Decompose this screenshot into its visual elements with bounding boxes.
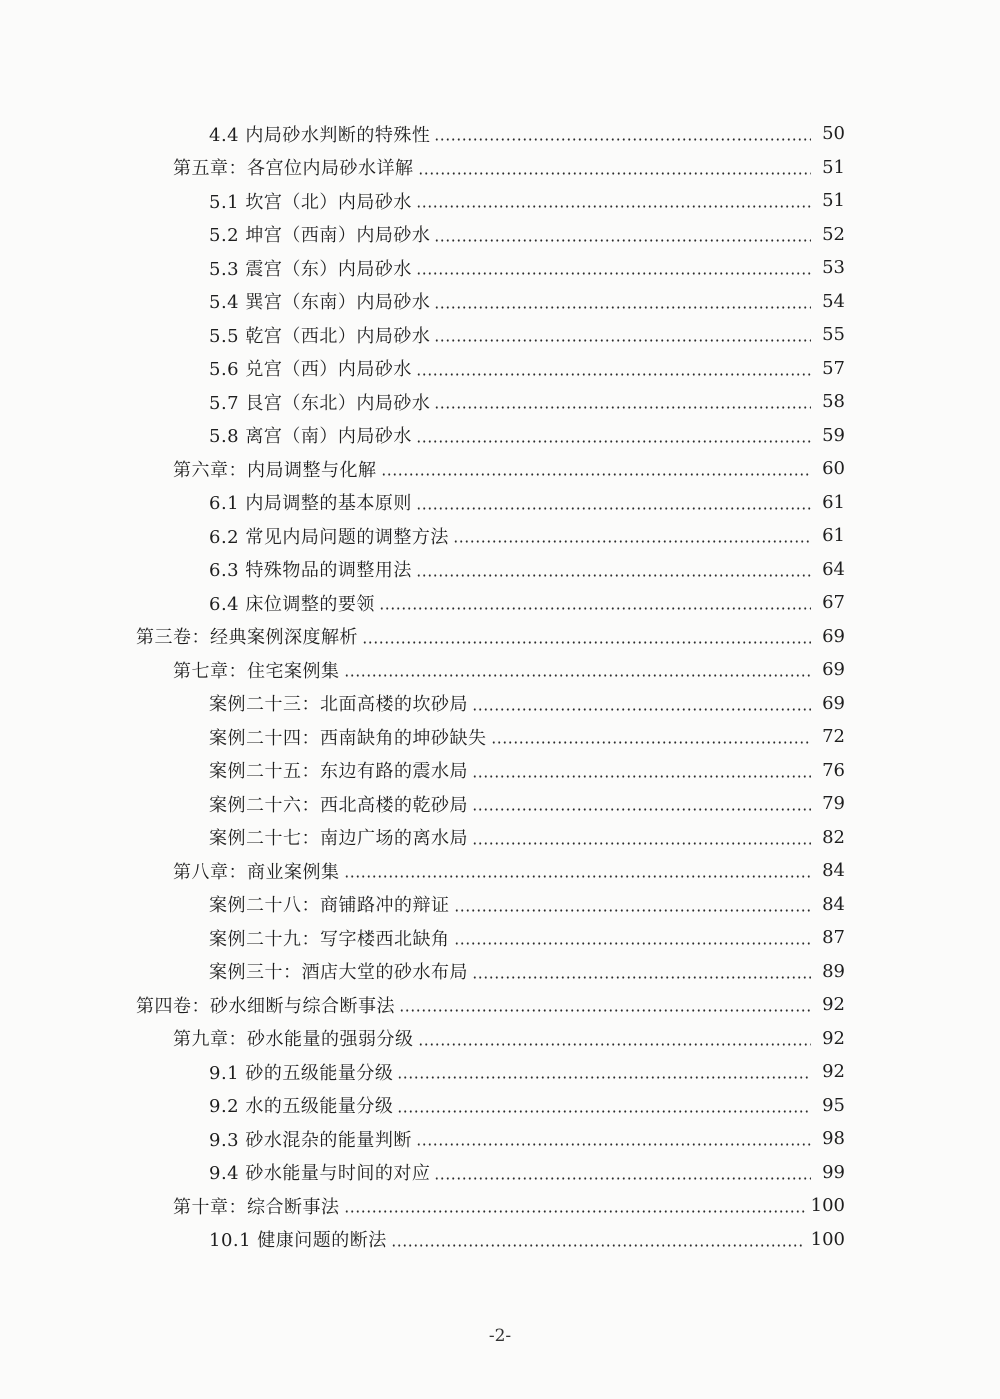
dot-leader — [472, 976, 811, 979]
toc-entry — [0, 553, 1000, 587]
toc-entry — [0, 385, 1000, 419]
toc-entry-page: 61 — [822, 525, 845, 547]
toc-entry-page: 59 — [822, 424, 845, 446]
dot-leader — [434, 306, 811, 309]
toc-entry-page: 100 — [810, 1195, 845, 1217]
toc-entry — [0, 653, 1000, 687]
toc-entry-title: 6.4 床位调整的要领 — [209, 593, 375, 615]
toc-entry — [0, 955, 1000, 989]
toc-entry — [0, 1089, 1000, 1123]
dot-leader — [397, 1076, 811, 1079]
toc-entry-title: 6.3 特殊物品的调整用法 — [209, 560, 412, 582]
toc-entry — [0, 251, 1000, 285]
toc-entry — [0, 419, 1000, 453]
dot-leader — [416, 507, 811, 510]
toc-entry-page: 98 — [822, 1128, 845, 1150]
dot-leader — [434, 239, 811, 242]
toc-entry-title: 6.1 内局调整的基本原则 — [209, 493, 412, 515]
toc-entry-title: 案例二十七：南边广场的离水局 — [209, 828, 468, 850]
dot-leader — [434, 138, 811, 141]
toc-entry-page: 60 — [822, 458, 845, 480]
toc-entry — [0, 184, 1000, 218]
toc-entry — [0, 318, 1000, 352]
toc-entry — [0, 1022, 1000, 1056]
toc-entry-title: 第八章：商业案例集 — [173, 861, 340, 883]
toc-entry — [0, 285, 1000, 319]
toc-entry-page: 72 — [822, 726, 845, 748]
toc-entry-title: 第六章：内局调整与化解 — [173, 459, 377, 481]
toc-entry-title: 5.7 艮宫（东北）内局砂水 — [209, 392, 431, 414]
dot-leader — [362, 641, 811, 644]
toc-entry — [0, 1223, 1000, 1257]
dot-leader — [434, 406, 811, 409]
toc-entry-page: 51 — [822, 190, 845, 212]
toc-entry — [0, 620, 1000, 654]
toc-entry-page: 84 — [822, 860, 845, 882]
toc-entry-page: 58 — [822, 391, 845, 413]
dot-leader — [416, 1143, 811, 1146]
toc-entry-title: 6.2 常见内局问题的调整方法 — [209, 526, 449, 548]
toc-entry-title: 5.5 乾宫（西北）内局砂水 — [209, 325, 431, 347]
toc-entry-page: 92 — [822, 994, 845, 1016]
toc-entry — [0, 1189, 1000, 1223]
toc-entry-title: 第九章：砂水能量的强弱分级 — [173, 1029, 414, 1051]
dot-leader — [416, 440, 811, 443]
toc-entry — [0, 151, 1000, 185]
toc-entry-page: 61 — [822, 491, 845, 513]
toc-entry-title: 9.2 水的五级能量分级 — [209, 1096, 394, 1118]
toc-entry-page: 99 — [822, 1161, 845, 1183]
toc-entry-page: 64 — [822, 558, 845, 580]
dot-leader — [379, 607, 811, 610]
dot-leader — [344, 1210, 805, 1213]
toc-entry-page: 79 — [822, 793, 845, 815]
dot-leader — [416, 272, 811, 275]
toc-entry — [0, 821, 1000, 855]
toc-entry-title: 5.6 兑宫（西）内局砂水 — [209, 359, 412, 381]
toc-entry-title: 案例二十九：写字楼西北缺角 — [209, 928, 450, 950]
toc-entry — [0, 754, 1000, 788]
dot-leader — [418, 1043, 812, 1046]
dot-leader — [391, 1244, 805, 1247]
toc-entry — [0, 1122, 1000, 1156]
toc-entry-title: 第五章：各宫位内局砂水详解 — [173, 158, 414, 180]
toc-entry-title: 案例二十三：北面高楼的坎砂局 — [209, 694, 468, 716]
toc-entry-title: 案例二十六：西北高楼的乾砂局 — [209, 794, 468, 816]
toc-entry — [0, 787, 1000, 821]
toc-entry-title: 5.1 坎宫（北）内局砂水 — [209, 191, 412, 213]
toc-entry-title: 5.2 坤宫（西南）内局砂水 — [209, 225, 431, 247]
toc-entry-page: 87 — [822, 927, 845, 949]
dot-leader — [434, 339, 811, 342]
toc-entry — [0, 586, 1000, 620]
toc-entry-page: 89 — [822, 960, 845, 982]
dot-leader — [418, 172, 812, 175]
toc-entry-page: 55 — [822, 324, 845, 346]
page-number-footer: -2- — [488, 1326, 512, 1346]
toc-entry-page: 92 — [822, 1027, 845, 1049]
toc-entry-page: 54 — [822, 290, 845, 312]
toc-entry-page: 69 — [822, 692, 845, 714]
toc-entry-title: 案例三十：酒店大堂的砂水布局 — [209, 962, 468, 984]
toc-entry-page: 51 — [822, 156, 845, 178]
toc-entry — [0, 720, 1000, 754]
toc-entry-page: 53 — [822, 257, 845, 279]
toc-entry-page: 84 — [822, 893, 845, 915]
toc-entry — [0, 888, 1000, 922]
toc-entry-title: 第七章：住宅案例集 — [173, 660, 340, 682]
toc-entry — [0, 1156, 1000, 1190]
table-of-contents — [0, 117, 1000, 1256]
toc-entry-page: 67 — [822, 592, 845, 614]
toc-entry — [0, 687, 1000, 721]
toc-entry-title: 案例二十八：商铺路冲的辩证 — [209, 895, 450, 917]
dot-leader — [344, 674, 812, 677]
toc-entry-title: 案例二十四：西南缺角的坤砂缺失 — [209, 727, 487, 749]
toc-entry-page: 69 — [822, 625, 845, 647]
toc-entry-title: 5.8 离宫（南）内局砂水 — [209, 426, 412, 448]
toc-entry-title: 第十章：综合断事法 — [173, 1196, 340, 1218]
toc-entry — [0, 854, 1000, 888]
toc-entry — [0, 218, 1000, 252]
toc-entry — [0, 117, 1000, 151]
toc-entry-page: 95 — [822, 1094, 845, 1116]
dot-leader — [491, 741, 812, 744]
dot-leader — [416, 574, 811, 577]
dot-leader — [454, 909, 812, 912]
toc-entry-title: 9.1 砂的五级能量分级 — [209, 1062, 394, 1084]
toc-entry-page: 76 — [822, 759, 845, 781]
toc-entry — [0, 486, 1000, 520]
toc-entry-title: 9.3 砂水混杂的能量判断 — [209, 1129, 412, 1151]
toc-entry-title: 4.4 内局砂水判断的特殊性 — [209, 124, 431, 146]
dot-leader — [344, 875, 812, 878]
toc-entry — [0, 519, 1000, 553]
dot-leader — [434, 1177, 811, 1180]
toc-entry-page: 50 — [822, 123, 845, 145]
toc-entry-page: 57 — [822, 357, 845, 379]
dot-leader — [454, 942, 812, 945]
toc-entry-title: 10.1 健康问题的断法 — [209, 1230, 387, 1252]
dot-leader — [472, 708, 811, 711]
dot-leader — [397, 1110, 811, 1113]
toc-entry — [0, 352, 1000, 386]
toc-entry-page: 82 — [822, 826, 845, 848]
toc-entry-page: 100 — [810, 1228, 845, 1250]
toc-entry — [0, 921, 1000, 955]
dot-leader — [453, 540, 811, 543]
toc-entry-title: 9.4 砂水能量与时间的对应 — [209, 1163, 431, 1185]
toc-entry-title: 案例二十五：东边有路的震水局 — [209, 761, 468, 783]
toc-entry-page: 52 — [822, 223, 845, 245]
dot-leader — [472, 808, 811, 811]
toc-entry — [0, 1055, 1000, 1089]
toc-entry-title: 第三卷：经典案例深度解析 — [136, 627, 358, 649]
toc-entry-page: 69 — [822, 659, 845, 681]
dot-leader — [416, 205, 811, 208]
toc-entry-page: 92 — [822, 1061, 845, 1083]
dot-leader — [416, 373, 811, 376]
toc-entry-title: 5.4 巽宫（东南）内局砂水 — [209, 292, 431, 314]
dot-leader — [381, 473, 812, 476]
dot-leader — [472, 842, 811, 845]
toc-entry — [0, 452, 1000, 486]
dot-leader — [472, 775, 811, 778]
toc-entry — [0, 988, 1000, 1022]
toc-entry-title: 第四卷：砂水细断与综合断事法 — [136, 995, 395, 1017]
dot-leader — [399, 1009, 811, 1012]
toc-entry-title: 5.3 震宫（东）内局砂水 — [209, 258, 412, 280]
